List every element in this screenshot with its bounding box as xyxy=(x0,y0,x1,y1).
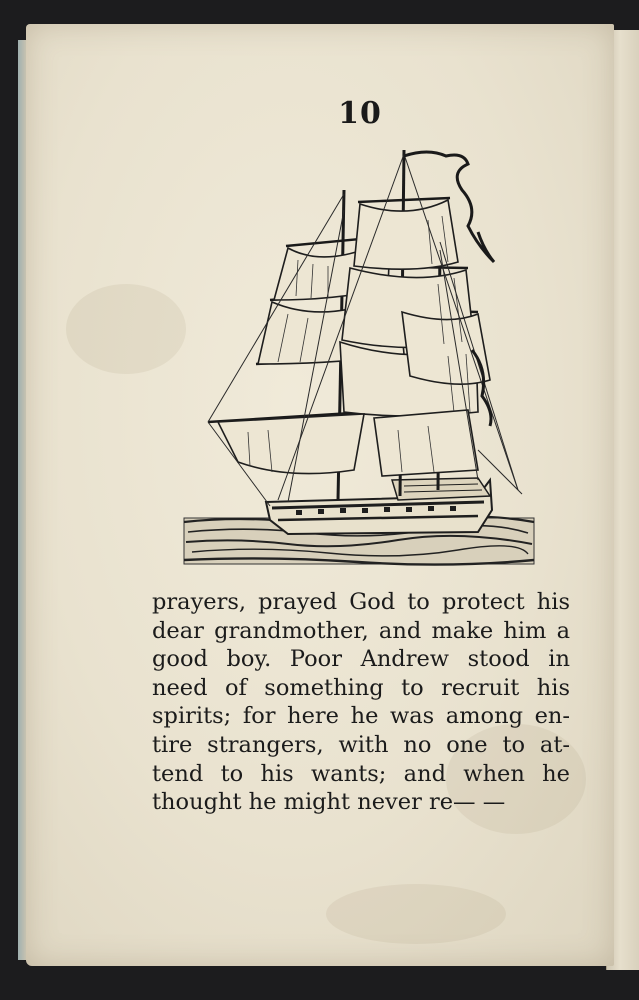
page-number: 10 xyxy=(338,96,382,131)
text-line: need of something to recruit his xyxy=(152,674,570,701)
text-line: tire strangers, with no one to at- xyxy=(152,731,570,758)
text-line: tend to his wants; and when he xyxy=(152,760,570,787)
paper-stain xyxy=(66,284,186,374)
ship-woodcut-icon xyxy=(178,150,540,570)
text-line: thought he might never re— — xyxy=(152,789,506,816)
text-line: good boy. Poor Andrew stood in xyxy=(152,646,570,673)
text-line: prayers, prayed God to protect his xyxy=(152,589,570,615)
body-text xyxy=(152,588,570,817)
text-line: dear grandmother, and make him a xyxy=(152,617,570,644)
ship-sails xyxy=(218,200,490,476)
text-line: spirits; for here he was among en- xyxy=(152,703,570,730)
ship-hull xyxy=(266,478,492,534)
paper-stain xyxy=(326,884,506,944)
